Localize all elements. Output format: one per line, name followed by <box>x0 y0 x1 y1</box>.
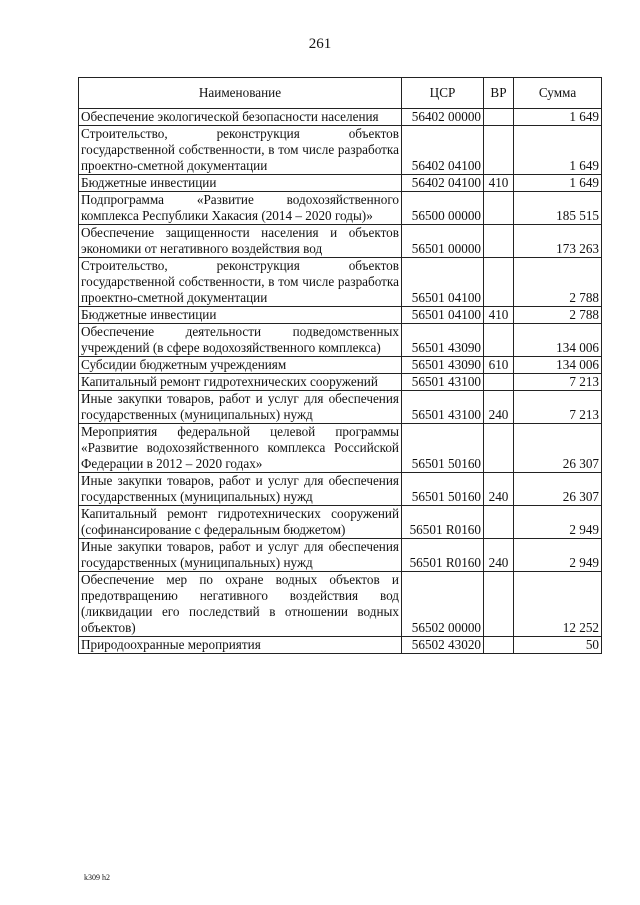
table-row <box>79 539 602 572</box>
cell-name: Иные закупки товаров, работ и услуг для обеспечения государственных (муниципальных) нужд <box>79 391 402 424</box>
cell-vr: 240 <box>484 473 514 506</box>
page-number: 261 <box>308 36 332 52</box>
cell-sum: 1 649 <box>514 126 602 175</box>
cell-csr: 56402 04100 <box>402 175 484 192</box>
table-body <box>79 109 602 654</box>
header-csr: ЦСР <box>402 78 484 109</box>
cell-sum: 2 788 <box>514 307 602 324</box>
cell-sum: 50 <box>514 637 602 654</box>
header-name: Наименование <box>79 78 402 109</box>
table-row <box>79 192 602 225</box>
cell-vr <box>484 374 514 391</box>
table-row <box>79 473 602 506</box>
cell-vr <box>484 109 514 126</box>
table-row <box>79 324 602 357</box>
cell-vr: 410 <box>484 175 514 192</box>
cell-vr <box>484 126 514 175</box>
table-row <box>79 175 602 192</box>
cell-vr: 240 <box>484 539 514 572</box>
cell-name: Бюджетные инвестиции <box>79 307 402 324</box>
cell-sum: 1 649 <box>514 109 602 126</box>
header-sum: Сумма <box>514 78 602 109</box>
table-row <box>79 391 602 424</box>
cell-name: Подпрограмма «Развитие водохозяйственного комплекса Республики Хакасия (2014 – 2020 годы)» <box>79 192 402 225</box>
table-row <box>79 424 602 473</box>
table-row <box>79 374 602 391</box>
cell-csr: 56502 43020 <box>402 637 484 654</box>
cell-vr <box>484 506 514 539</box>
table-row <box>79 126 602 175</box>
table-row <box>79 109 602 126</box>
cell-sum: 173 263 <box>514 225 602 258</box>
cell-csr: 56501 R0160 <box>402 506 484 539</box>
cell-name: Мероприятия федеральной целевой программы «Развитие водохозяйственного комплекса Российской Федерации в 2012 – 2020 годах» <box>79 424 402 473</box>
cell-sum: 185 515 <box>514 192 602 225</box>
cell-csr: 56402 00000 <box>402 109 484 126</box>
cell-vr <box>484 225 514 258</box>
cell-csr: 56502 00000 <box>402 572 484 637</box>
cell-vr <box>484 572 514 637</box>
cell-sum: 7 213 <box>514 391 602 424</box>
cell-vr <box>484 324 514 357</box>
cell-sum: 26 307 <box>514 424 602 473</box>
table-row <box>79 307 602 324</box>
cell-csr: 56501 R0160 <box>402 539 484 572</box>
cell-csr: 56501 50160 <box>402 473 484 506</box>
budget-table <box>78 77 602 654</box>
cell-name: Капитальный ремонт гидротехнических сооружений (софинансирование с федеральным бюджетом) <box>79 506 402 539</box>
cell-csr: 56501 50160 <box>402 424 484 473</box>
cell-vr <box>484 424 514 473</box>
cell-name: Обеспечение деятельности подведомственных учреждений (в сфере водохозяйственного комплекса) <box>79 324 402 357</box>
cell-sum: 7 213 <box>514 374 602 391</box>
cell-name: Строительство, реконструкция объектов государственной собственности, в том числе разработка проектно-сметной документации <box>79 258 402 307</box>
cell-vr <box>484 192 514 225</box>
cell-csr: 56501 04100 <box>402 258 484 307</box>
cell-sum: 1 649 <box>514 175 602 192</box>
cell-vr: 240 <box>484 391 514 424</box>
cell-csr: 56501 43090 <box>402 324 484 357</box>
cell-name: Иные закупки товаров, работ и услуг для обеспечения государственных (муниципальных) нужд <box>79 539 402 572</box>
footer-code: k309 h2 <box>84 873 110 882</box>
table-row <box>79 572 602 637</box>
cell-csr: 56501 43090 <box>402 357 484 374</box>
cell-csr: 56501 04100 <box>402 307 484 324</box>
cell-sum: 2 788 <box>514 258 602 307</box>
cell-sum: 12 252 <box>514 572 602 637</box>
cell-csr: 56501 43100 <box>402 374 484 391</box>
cell-name: Субсидии бюджетным учреждениям <box>79 357 402 374</box>
cell-name: Обеспечение экологической безопасности населения <box>79 109 402 126</box>
cell-sum: 2 949 <box>514 539 602 572</box>
cell-csr: 56500 00000 <box>402 192 484 225</box>
header-vr: ВР <box>484 78 514 109</box>
table-row <box>79 357 602 374</box>
cell-sum: 26 307 <box>514 473 602 506</box>
cell-sum: 134 006 <box>514 357 602 374</box>
cell-sum: 2 949 <box>514 506 602 539</box>
cell-vr: 610 <box>484 357 514 374</box>
cell-name: Обеспечение мер по охране водных объектов и предотвращению негативного воздействия вод (ликвидации его последствий в отношении водных объектов) <box>79 572 402 637</box>
table-row <box>79 506 602 539</box>
cell-csr: 56501 43100 <box>402 391 484 424</box>
cell-name: Бюджетные инвестиции <box>79 175 402 192</box>
cell-name: Иные закупки товаров, работ и услуг для обеспечения государственных (муниципальных) нужд <box>79 473 402 506</box>
table-header-row <box>79 78 602 109</box>
table-row <box>79 258 602 307</box>
cell-name: Строительство, реконструкция объектов государственной собственности, в том числе разработка проектно-сметной документации <box>79 126 402 175</box>
cell-name: Капитальный ремонт гидротехнических сооружений <box>79 374 402 391</box>
cell-vr: 410 <box>484 307 514 324</box>
cell-vr <box>484 637 514 654</box>
table-row <box>79 225 602 258</box>
table-row <box>79 637 602 654</box>
cell-name: Природоохранные мероприятия <box>79 637 402 654</box>
cell-name: Обеспечение защищенности населения и объектов экономики от негативного воздействия вод <box>79 225 402 258</box>
cell-sum: 134 006 <box>514 324 602 357</box>
cell-csr: 56501 00000 <box>402 225 484 258</box>
cell-vr <box>484 258 514 307</box>
cell-csr: 56402 04100 <box>402 126 484 175</box>
